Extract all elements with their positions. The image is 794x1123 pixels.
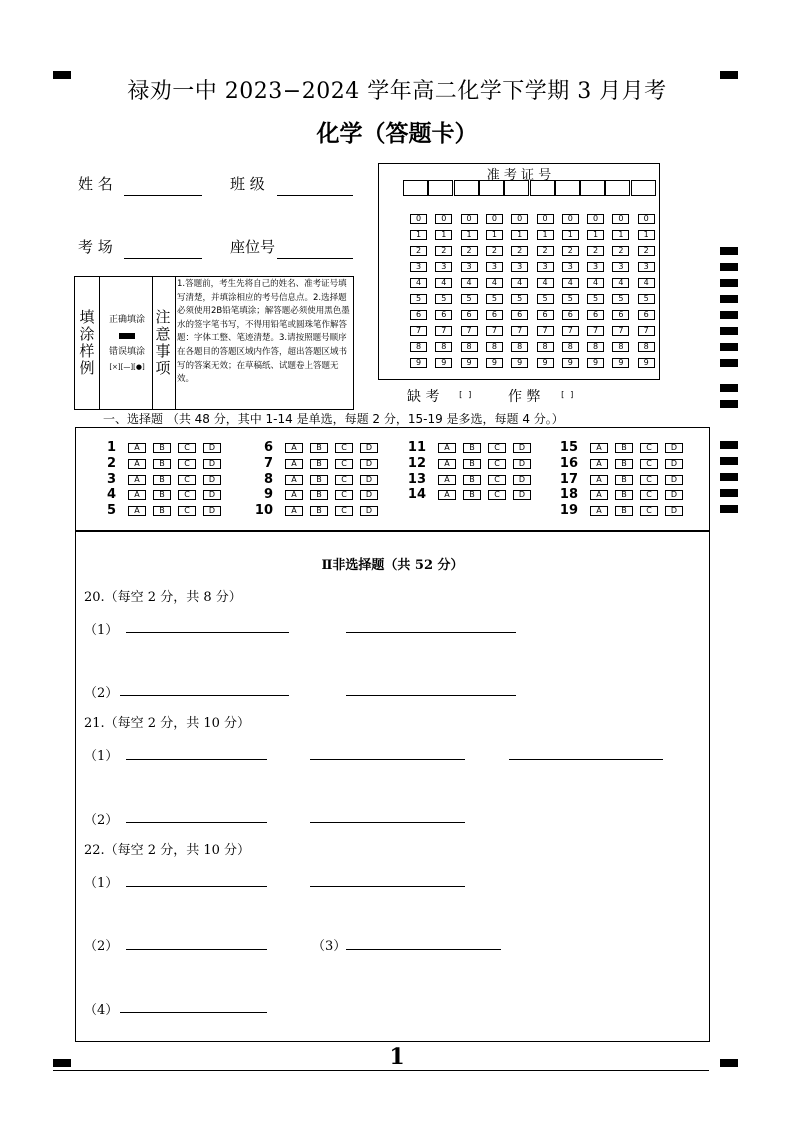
answer-option-bubble[interactable]: C	[335, 443, 353, 453]
exam-id-bubble[interactable]: 3	[537, 262, 554, 272]
answer-option-bubble[interactable]: B	[615, 475, 633, 485]
timing-mark	[720, 343, 738, 351]
q22-1-blank-b[interactable]	[310, 886, 465, 887]
answer-option-bubble[interactable]: A	[590, 443, 608, 453]
timing-mark	[720, 473, 738, 481]
class-label: 班 级	[230, 175, 265, 193]
answer-option-bubble[interactable]: B	[310, 506, 328, 516]
question-number: 6	[263, 440, 273, 455]
answer-option-bubble[interactable]: A	[128, 475, 146, 485]
answer-option-bubble[interactable]: A	[285, 459, 303, 469]
answer-option-bubble[interactable]: C	[335, 475, 353, 485]
exam-id-bubble[interactable]: 0	[587, 214, 604, 224]
answer-option-bubble[interactable]: D	[665, 475, 683, 485]
exam-id-bubble[interactable]: 5	[435, 294, 452, 304]
notes-char: 事	[155, 342, 171, 360]
answer-option-bubble[interactable]: A	[285, 506, 303, 516]
answer-option-bubble[interactable]: A	[285, 490, 303, 500]
exam-id-bubble[interactable]: 2	[461, 246, 478, 256]
answer-option-bubble[interactable]: C	[640, 506, 658, 516]
timing-mark	[720, 295, 738, 303]
exam-id-bubble[interactable]: 2	[435, 246, 452, 256]
exam-id-bubble[interactable]: 6	[537, 310, 554, 320]
exam-id-bubble[interactable]: 6	[461, 310, 478, 320]
question-number: 15	[559, 440, 578, 455]
correct-fill-example	[119, 333, 135, 339]
exam-id-bubble[interactable]: 5	[461, 294, 478, 304]
exam-id-bubble[interactable]: 8	[587, 342, 604, 352]
answer-option-bubble[interactable]: C	[640, 490, 658, 500]
q22-part2-label: （2）	[84, 939, 119, 954]
page-subtitle: 化学（答题卡）	[316, 120, 478, 147]
answer-option-bubble[interactable]: D	[513, 490, 531, 500]
answer-option-bubble[interactable]: C	[488, 443, 506, 453]
exam-id-bubble[interactable]: 9	[461, 358, 478, 368]
exam-id-bubble[interactable]: 6	[410, 310, 427, 320]
q20-1-blank-a[interactable]	[126, 632, 289, 633]
question-number: 4	[106, 487, 116, 503]
answer-option-bubble[interactable]: D	[665, 490, 683, 500]
answer-option-bubble[interactable]: B	[615, 506, 633, 516]
divider	[175, 276, 176, 410]
question-number: 8	[263, 471, 273, 487]
timing-mark	[720, 384, 738, 392]
answer-option-bubble[interactable]: B	[615, 490, 633, 500]
timing-mark	[720, 279, 738, 287]
answer-option-bubble[interactable]: B	[153, 506, 171, 516]
exam-id-bubble[interactable]: 3	[638, 262, 655, 272]
answer-option-bubble[interactable]: C	[640, 443, 658, 453]
exam-id-bubble[interactable]: 7	[410, 326, 427, 336]
answer-option-bubble[interactable]: A	[438, 443, 456, 453]
answer-option-bubble[interactable]: A	[590, 459, 608, 469]
exam-id-bubble[interactable]: 6	[587, 310, 604, 320]
exam-id-bubble[interactable]: 8	[435, 342, 452, 352]
question-number: 19	[559, 503, 578, 519]
fill-example-char: 样	[79, 342, 95, 360]
exam-id-bubble[interactable]: 2	[638, 246, 655, 256]
answer-option-bubble[interactable]: A	[128, 443, 146, 453]
answer-option-bubble[interactable]: A	[438, 475, 456, 485]
seat-field[interactable]	[277, 258, 353, 259]
exam-id-bubble[interactable]: 6	[612, 310, 629, 320]
exam-id-bubble[interactable]: 7	[612, 326, 629, 336]
answer-option-bubble[interactable]: A	[285, 443, 303, 453]
exam-id-title: 准 考 证 号	[486, 168, 552, 183]
exam-id-bubble[interactable]: 6	[486, 310, 503, 320]
answer-option-bubble[interactable]: A	[128, 490, 146, 500]
exam-id-bubble[interactable]: 3	[587, 262, 604, 272]
exam-id-bubble[interactable]: 9	[537, 358, 554, 368]
answer-option-bubble[interactable]: D	[203, 443, 221, 453]
exam-id-digit-cell[interactable]	[605, 180, 630, 196]
q22-2-blank[interactable]	[126, 949, 267, 950]
exam-id-bubble[interactable]: 9	[511, 358, 528, 368]
page-title: 禄劝一中 2023−2024 学年高二化学下学期 3 月月考	[127, 79, 667, 104]
answer-option-bubble[interactable]: D	[513, 443, 531, 453]
exam-id-digit-cell[interactable]	[580, 180, 605, 196]
exam-id-bubble[interactable]: 0	[612, 214, 629, 224]
exam-id-bubble[interactable]: 2	[410, 246, 427, 256]
exam-id-bubble[interactable]: 3	[410, 262, 427, 272]
exam-id-bubble[interactable]: 8	[461, 342, 478, 352]
q21-1-blank-c[interactable]	[509, 759, 663, 760]
exam-id-bubble[interactable]: 1	[410, 230, 427, 240]
q21-part1-label: （1）	[84, 749, 119, 764]
question-number: 2	[106, 455, 116, 471]
answer-option-bubble[interactable]: C	[335, 506, 353, 516]
exam-id-bubble[interactable]: 1	[562, 230, 579, 240]
notes-char: 注	[155, 308, 171, 326]
exam-id-bubble[interactable]: 2	[537, 246, 554, 256]
exam-id-bubble[interactable]: 7	[587, 326, 604, 336]
q22-part1-label: （1）	[84, 876, 119, 891]
exam-id-bubble[interactable]: 3	[461, 262, 478, 272]
question-number: 5	[106, 503, 116, 519]
exam-id-digit-cell[interactable]	[454, 180, 479, 196]
answer-option-bubble[interactable]: C	[335, 490, 353, 500]
exam-id-bubble[interactable]: 8	[537, 342, 554, 352]
exam-id-bubble[interactable]: 4	[562, 278, 579, 288]
answer-option-bubble[interactable]: A	[128, 506, 146, 516]
exam-id-bubble[interactable]: 7	[537, 326, 554, 336]
answer-option-bubble[interactable]: B	[615, 443, 633, 453]
exam-id-bubble[interactable]: 1	[612, 230, 629, 240]
correct-fill-label: 正确填涂	[108, 315, 145, 325]
exam-id-bubble[interactable]: 7	[486, 326, 503, 336]
exam-id-bubble[interactable]: 0	[410, 214, 427, 224]
cheat-checkbox[interactable]: [ ]	[560, 390, 575, 399]
question-number: 9	[263, 487, 273, 503]
exam-id-bubble[interactable]: 5	[638, 294, 655, 304]
wrong-fill-label: 错误填涂	[108, 347, 145, 357]
footer-rule	[53, 1070, 709, 1071]
timing-mark	[720, 505, 738, 513]
exam-id-bubble[interactable]: 3	[435, 262, 452, 272]
exam-id-bubble[interactable]: 0	[537, 214, 554, 224]
q20-1-blank-b[interactable]	[346, 632, 516, 633]
exam-id-bubble[interactable]: 1	[511, 230, 528, 240]
exam-id-bubble[interactable]: 6	[511, 310, 528, 320]
question-number: 14	[407, 487, 426, 503]
exam-id-bubble[interactable]: 0	[461, 214, 478, 224]
seat-label: 座位号	[230, 238, 276, 256]
answer-option-bubble[interactable]: C	[178, 443, 196, 453]
exam-id-bubble[interactable]: 1	[435, 230, 452, 240]
exam-id-bubble[interactable]: 3	[562, 262, 579, 272]
exam-id-bubble[interactable]: 1	[486, 230, 503, 240]
answer-option-bubble[interactable]: C	[488, 459, 506, 469]
exam-id-bubble[interactable]: 1	[587, 230, 604, 240]
name-field[interactable]	[124, 195, 202, 196]
q20-part1-label: （1）	[84, 623, 119, 638]
exam-id-bubble[interactable]: 9	[612, 358, 629, 368]
question-number: 10	[254, 503, 273, 519]
answer-option-bubble[interactable]: D	[360, 506, 378, 516]
exam-id-bubble[interactable]: 7	[562, 326, 579, 336]
exam-id-bubble[interactable]: 4	[435, 278, 452, 288]
room-field[interactable]	[124, 258, 202, 259]
timing-mark	[720, 247, 738, 255]
q22-4-blank[interactable]	[120, 1012, 267, 1013]
answer-option-bubble[interactable]: B	[310, 443, 328, 453]
exam-id-bubble[interactable]: 2	[562, 246, 579, 256]
exam-id-bubble[interactable]: 3	[511, 262, 528, 272]
question-number: 16	[559, 455, 578, 471]
exam-id-bubble[interactable]: 8	[486, 342, 503, 352]
class-field[interactable]	[277, 195, 353, 196]
exam-id-bubble[interactable]: 0	[638, 214, 655, 224]
answer-option-bubble[interactable]: B	[463, 475, 481, 485]
absent-label: 缺 考	[407, 389, 440, 405]
exam-id-bubble[interactable]: 2	[486, 246, 503, 256]
exam-id-digit-cell[interactable]	[631, 180, 656, 196]
timing-mark	[720, 457, 738, 465]
answer-option-bubble[interactable]: A	[438, 459, 456, 469]
question-number: 7	[263, 455, 273, 471]
answer-option-bubble[interactable]: B	[153, 459, 171, 469]
q21-part2-label: （2）	[84, 813, 119, 828]
exam-id-bubble[interactable]: 4	[511, 278, 528, 288]
exam-id-digit-cell[interactable]	[504, 180, 529, 196]
exam-id-bubble[interactable]: 1	[461, 230, 478, 240]
q20-heading: 20.（每空 2 分，共 8 分）	[84, 590, 242, 605]
divider	[152, 276, 153, 410]
exam-id-bubble[interactable]: 0	[562, 214, 579, 224]
answer-option-bubble[interactable]: B	[153, 443, 171, 453]
exam-id-digit-cell[interactable]	[479, 180, 504, 196]
exam-id-bubble[interactable]: 6	[638, 310, 655, 320]
answer-option-bubble[interactable]: C	[640, 459, 658, 469]
exam-id-bubble[interactable]: 9	[562, 358, 579, 368]
q20-2-blank-b[interactable]	[346, 695, 516, 696]
answer-option-bubble[interactable]: C	[335, 459, 353, 469]
q21-1-blank-a[interactable]	[126, 759, 267, 760]
section1-title: 一、选择题 （共 48 分，其中 1-14 是单选，每题 2 分，15-19 是多选，每题 4 分。）	[103, 412, 564, 426]
exam-id-bubble[interactable]: 9	[435, 358, 452, 368]
exam-id-bubble[interactable]: 3	[486, 262, 503, 272]
answer-option-bubble[interactable]: A	[590, 475, 608, 485]
answer-option-bubble[interactable]: B	[615, 459, 633, 469]
exam-id-bubble[interactable]: 7	[461, 326, 478, 336]
exam-id-bubble[interactable]: 5	[612, 294, 629, 304]
exam-id-bubble[interactable]: 5	[562, 294, 579, 304]
exam-id-bubble[interactable]: 2	[587, 246, 604, 256]
question-number: 13	[407, 471, 426, 487]
exam-id-bubble[interactable]: 7	[435, 326, 452, 336]
exam-id-bubble[interactable]: 4	[410, 278, 427, 288]
timing-mark	[720, 263, 738, 271]
question-number: 12	[407, 455, 426, 471]
timing-mark	[720, 311, 738, 319]
exam-id-digit-cell[interactable]	[555, 180, 580, 196]
question-number: 3	[106, 471, 116, 487]
answer-option-bubble[interactable]: A	[438, 490, 456, 500]
wrong-fill-examples: [×][—][●]	[109, 363, 145, 371]
answer-option-bubble[interactable]: D	[360, 475, 378, 485]
cheat-label: 作 弊	[508, 389, 541, 405]
notes-char: 意	[155, 325, 171, 343]
q22-heading: 22.（每空 2 分，共 10 分）	[84, 843, 251, 858]
answer-option-bubble[interactable]: B	[310, 475, 328, 485]
exam-id-bubble[interactable]: 1	[537, 230, 554, 240]
q22-part3-label: （3）	[312, 939, 347, 954]
answer-option-bubble[interactable]: A	[128, 459, 146, 469]
exam-id-digit-cell[interactable]	[428, 180, 453, 196]
notes-text: 1.答题前，考生先将自己的姓名、准考证号填写清楚，并填涂相应的考号信息点。2.选择题必须使用2B铅笔填涂；解答题必须使用黑色墨水的签字笔书写，不得用铅笔或圆珠笔作解答题：字体工整、笔迹清楚。3.请按照题号顺序在各题目的答题区域内作答，超出答题区域书写的答案无效；在草稿纸、试题卷上答题无效。	[177, 279, 350, 385]
answer-option-bubble[interactable]: C	[178, 490, 196, 500]
timing-mark	[720, 359, 738, 367]
exam-id-bubble[interactable]: 5	[587, 294, 604, 304]
q21-heading: 21.（每空 2 分，共 10 分）	[84, 716, 251, 731]
exam-id-bubble[interactable]: 6	[435, 310, 452, 320]
answer-option-bubble[interactable]: D	[665, 443, 683, 453]
answer-option-bubble[interactable]: C	[178, 475, 196, 485]
exam-id-bubble[interactable]: 3	[612, 262, 629, 272]
answer-option-bubble[interactable]: B	[463, 490, 481, 500]
answer-option-bubble[interactable]: C	[488, 475, 506, 485]
exam-id-bubble[interactable]: 4	[587, 278, 604, 288]
exam-id-bubble[interactable]: 0	[486, 214, 503, 224]
exam-id-bubble[interactable]: 8	[612, 342, 629, 352]
page-number: 1	[389, 1044, 405, 1070]
exam-id-bubble[interactable]: 0	[435, 214, 452, 224]
exam-id-bubble[interactable]: 8	[638, 342, 655, 352]
exam-id-bubble[interactable]: 9	[587, 358, 604, 368]
exam-id-bubble[interactable]: 5	[511, 294, 528, 304]
exam-id-bubble[interactable]: 6	[562, 310, 579, 320]
section2-box	[75, 531, 710, 1042]
exam-id-bubble[interactable]: 9	[410, 358, 427, 368]
section2-title: Ⅱ非选择题（共 52 分）	[321, 558, 464, 573]
exam-id-bubble[interactable]: 9	[486, 358, 503, 368]
notes-char: 项	[155, 359, 171, 377]
timing-mark	[720, 441, 738, 449]
answer-option-bubble[interactable]: D	[665, 506, 683, 516]
q21-2-blank-b[interactable]	[310, 822, 465, 823]
exam-id-bubble[interactable]: 8	[410, 342, 427, 352]
answer-option-bubble[interactable]: D	[360, 443, 378, 453]
q21-1-blank-b[interactable]	[310, 759, 465, 760]
question-number: 1	[106, 440, 116, 455]
answer-option-bubble[interactable]: D	[360, 490, 378, 500]
answer-option-bubble[interactable]: C	[178, 506, 196, 516]
answer-option-bubble[interactable]: B	[153, 475, 171, 485]
name-label: 姓 名	[78, 175, 113, 193]
exam-id-bubble[interactable]: 5	[537, 294, 554, 304]
exam-id-bubble[interactable]: 7	[511, 326, 528, 336]
answer-option-bubble[interactable]: D	[360, 459, 378, 469]
answer-option-bubble[interactable]: A	[285, 475, 303, 485]
answer-option-bubble[interactable]: B	[310, 459, 328, 469]
timing-mark	[720, 327, 738, 335]
answer-option-bubble[interactable]: D	[203, 459, 221, 469]
answer-option-bubble[interactable]: D	[513, 475, 531, 485]
exam-id-bubble[interactable]: 4	[486, 278, 503, 288]
answer-option-bubble[interactable]: D	[665, 459, 683, 469]
answer-option-bubble[interactable]: C	[178, 459, 196, 469]
question-number: 17	[559, 471, 578, 487]
question-number: 11	[407, 440, 426, 455]
exam-id-digit-cell[interactable]	[530, 180, 555, 196]
room-label: 考 场	[78, 238, 113, 256]
q22-part4-label: （4）	[84, 1003, 119, 1018]
timing-mark	[720, 489, 738, 497]
answer-option-bubble[interactable]: A	[590, 506, 608, 516]
exam-id-bubble[interactable]: 0	[511, 214, 528, 224]
exam-id-bubble[interactable]: 5	[410, 294, 427, 304]
answer-option-bubble[interactable]: C	[488, 490, 506, 500]
absent-checkbox[interactable]: [ ]	[458, 390, 473, 399]
exam-id-bubble[interactable]: 8	[511, 342, 528, 352]
exam-id-bubble[interactable]: 9	[638, 358, 655, 368]
exam-id-bubble[interactable]: 4	[537, 278, 554, 288]
answer-option-bubble[interactable]: A	[590, 490, 608, 500]
exam-id-bubble[interactable]: 4	[461, 278, 478, 288]
q20-2-blank-a[interactable]	[120, 695, 289, 696]
exam-id-bubble[interactable]: 8	[562, 342, 579, 352]
answer-option-bubble[interactable]: D	[203, 475, 221, 485]
answer-option-bubble[interactable]: C	[640, 475, 658, 485]
fill-example-label	[79, 309, 95, 377]
exam-id-digit-cell[interactable]	[403, 180, 428, 196]
notes-label	[155, 309, 171, 377]
answer-option-bubble[interactable]: B	[463, 459, 481, 469]
question-number: 18	[559, 487, 578, 503]
answer-option-bubble[interactable]: D	[513, 459, 531, 469]
answer-option-bubble[interactable]: D	[203, 506, 221, 516]
exam-id-bubble[interactable]: 5	[486, 294, 503, 304]
fill-example-char: 涂	[79, 325, 95, 343]
exam-id-bubble[interactable]: 2	[511, 246, 528, 256]
divider	[99, 276, 100, 410]
exam-id-bubble[interactable]: 4	[612, 278, 629, 288]
q22-1-blank-a[interactable]	[126, 886, 267, 887]
answer-option-bubble[interactable]: B	[310, 490, 328, 500]
q20-part2-label: （2）	[84, 686, 119, 701]
timing-mark	[720, 400, 738, 408]
exam-id-bubble[interactable]: 7	[638, 326, 655, 336]
answer-option-bubble[interactable]: B	[463, 443, 481, 453]
answer-option-bubble[interactable]: D	[203, 490, 221, 500]
exam-id-bubble[interactable]: 4	[638, 278, 655, 288]
q21-2-blank-a[interactable]	[126, 822, 267, 823]
exam-id-bubble[interactable]: 2	[612, 246, 629, 256]
fill-example-char: 例	[79, 359, 95, 377]
exam-id-bubble[interactable]: 1	[638, 230, 655, 240]
q22-3-blank[interactable]	[346, 949, 501, 950]
answer-option-bubble[interactable]: B	[153, 490, 171, 500]
fill-example-char: 填	[79, 308, 95, 326]
